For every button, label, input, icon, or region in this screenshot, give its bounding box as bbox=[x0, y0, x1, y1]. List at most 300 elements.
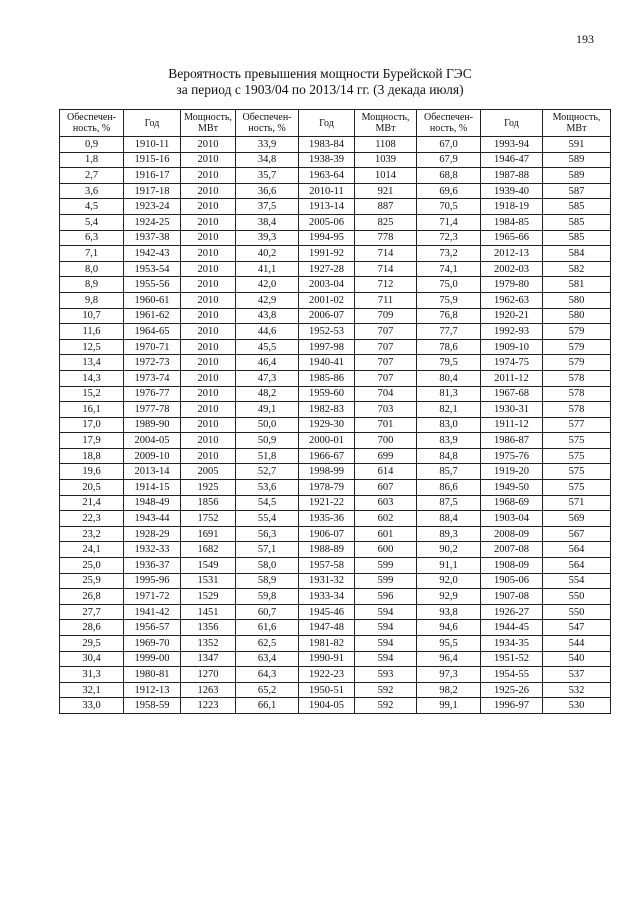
table-cell: 1905-06 bbox=[481, 573, 543, 589]
table-cell: 23,2 bbox=[60, 526, 124, 542]
table-row bbox=[60, 448, 611, 464]
table-cell: 17,0 bbox=[60, 417, 124, 433]
table-cell: 1953-54 bbox=[124, 261, 181, 277]
table-cell: 1943-44 bbox=[124, 511, 181, 527]
table-row bbox=[60, 199, 611, 215]
table-cell: 51,8 bbox=[236, 448, 299, 464]
table-cell: 98,2 bbox=[417, 682, 481, 698]
table-cell: 579 bbox=[543, 339, 611, 355]
table-cell: 1937-38 bbox=[124, 230, 181, 246]
table-cell: 585 bbox=[543, 214, 611, 230]
table-row bbox=[60, 636, 611, 652]
table-cell: 36,6 bbox=[236, 183, 299, 199]
table-cell: 532 bbox=[543, 682, 611, 698]
table-row bbox=[60, 433, 611, 449]
table-row bbox=[60, 558, 611, 574]
table-cell: 38,4 bbox=[236, 214, 299, 230]
table-cell: 550 bbox=[543, 604, 611, 620]
header-row bbox=[60, 110, 611, 137]
table-cell: 32,1 bbox=[60, 682, 124, 698]
table-cell: 2005 bbox=[181, 464, 236, 480]
table-cell: 95,5 bbox=[417, 636, 481, 652]
table-cell: 50,9 bbox=[236, 433, 299, 449]
table-cell: 1950-51 bbox=[299, 682, 355, 698]
table-cell: 1014 bbox=[355, 168, 417, 184]
table-cell: 547 bbox=[543, 620, 611, 636]
table-cell: 1926-27 bbox=[481, 604, 543, 620]
table-cell: 1930-31 bbox=[481, 402, 543, 418]
table-cell: 1981-82 bbox=[299, 636, 355, 652]
table-cell: 1956-57 bbox=[124, 620, 181, 636]
table-cell: 2010 bbox=[181, 152, 236, 168]
table-cell: 584 bbox=[543, 246, 611, 262]
table-cell: 2010 bbox=[181, 402, 236, 418]
table-cell: 1947-48 bbox=[299, 620, 355, 636]
table-cell: 1984-85 bbox=[481, 214, 543, 230]
table-cell: 2000-01 bbox=[299, 433, 355, 449]
table-cell: 1977-78 bbox=[124, 402, 181, 418]
table-cell: 1263 bbox=[181, 682, 236, 698]
table-cell: 1954-55 bbox=[481, 667, 543, 683]
table-cell: 564 bbox=[543, 558, 611, 574]
table-cell: 52,7 bbox=[236, 464, 299, 480]
table-cell: 1356 bbox=[181, 620, 236, 636]
table-cell: 1979-80 bbox=[481, 277, 543, 293]
column-header: Мощность, МВт bbox=[355, 110, 417, 137]
table-cell: 15,2 bbox=[60, 386, 124, 402]
table-row bbox=[60, 292, 611, 308]
table-cell: 2004-05 bbox=[124, 433, 181, 449]
table-cell: 4,5 bbox=[60, 199, 124, 215]
table-cell: 778 bbox=[355, 230, 417, 246]
table-cell: 600 bbox=[355, 542, 417, 558]
table-row bbox=[60, 324, 611, 340]
table-body bbox=[60, 137, 611, 714]
table-cell: 1964-65 bbox=[124, 324, 181, 340]
table-cell: 580 bbox=[543, 292, 611, 308]
table-cell: 594 bbox=[355, 651, 417, 667]
table-cell: 59,8 bbox=[236, 589, 299, 605]
table-cell: 1999-00 bbox=[124, 651, 181, 667]
table-cell: 1963-64 bbox=[299, 168, 355, 184]
table-row bbox=[60, 511, 611, 527]
table-cell: 1966-67 bbox=[299, 448, 355, 464]
table-cell: 571 bbox=[543, 495, 611, 511]
table-row bbox=[60, 667, 611, 683]
table-cell: 1912-13 bbox=[124, 682, 181, 698]
table-cell: 1932-33 bbox=[124, 542, 181, 558]
table-cell: 84,8 bbox=[417, 448, 481, 464]
table-row bbox=[60, 308, 611, 324]
table-cell: 1923-24 bbox=[124, 199, 181, 215]
table-cell: 585 bbox=[543, 230, 611, 246]
table-row bbox=[60, 386, 611, 402]
column-header: Год bbox=[299, 110, 355, 137]
table-cell: 60,7 bbox=[236, 604, 299, 620]
table-cell: 92,0 bbox=[417, 573, 481, 589]
table-cell: 1907-08 bbox=[481, 589, 543, 605]
table-row bbox=[60, 137, 611, 153]
table-cell: 2010 bbox=[181, 246, 236, 262]
table-cell: 31,3 bbox=[60, 667, 124, 683]
table-cell: 2011-12 bbox=[481, 370, 543, 386]
table-cell: 544 bbox=[543, 636, 611, 652]
table-cell: 6,3 bbox=[60, 230, 124, 246]
table-cell: 1925 bbox=[181, 480, 236, 496]
table-cell: 1976-77 bbox=[124, 386, 181, 402]
table-cell: 1938-39 bbox=[299, 152, 355, 168]
table-cell: 585 bbox=[543, 199, 611, 215]
table-cell: 2010 bbox=[181, 370, 236, 386]
table-cell: 599 bbox=[355, 573, 417, 589]
table-cell: 1223 bbox=[181, 698, 236, 714]
table-cell: 712 bbox=[355, 277, 417, 293]
table-cell: 83,0 bbox=[417, 417, 481, 433]
table-cell: 2009-10 bbox=[124, 448, 181, 464]
table-cell: 1682 bbox=[181, 542, 236, 558]
table-cell: 3,6 bbox=[60, 183, 124, 199]
table-cell: 587 bbox=[543, 183, 611, 199]
table-row bbox=[60, 651, 611, 667]
table-cell: 530 bbox=[543, 698, 611, 714]
table-cell: 1919-20 bbox=[481, 464, 543, 480]
table-cell: 1946-47 bbox=[481, 152, 543, 168]
table-cell: 1955-56 bbox=[124, 277, 181, 293]
table-cell: 29,5 bbox=[60, 636, 124, 652]
table-cell: 579 bbox=[543, 355, 611, 371]
table-cell: 1971-72 bbox=[124, 589, 181, 605]
table-cell: 581 bbox=[543, 277, 611, 293]
table-cell: 1925-26 bbox=[481, 682, 543, 698]
table-cell: 71,4 bbox=[417, 214, 481, 230]
table-cell: 45,5 bbox=[236, 339, 299, 355]
table-cell: 1957-58 bbox=[299, 558, 355, 574]
table-cell: 1347 bbox=[181, 651, 236, 667]
table-cell: 1928-29 bbox=[124, 526, 181, 542]
table-cell: 2010 bbox=[181, 230, 236, 246]
column-header: Год bbox=[124, 110, 181, 137]
table-row bbox=[60, 480, 611, 496]
column-header: Обеспечен-ность, % bbox=[60, 110, 124, 137]
table-row bbox=[60, 542, 611, 558]
table-cell: 1969-70 bbox=[124, 636, 181, 652]
table-cell: 707 bbox=[355, 355, 417, 371]
table-cell: 1951-52 bbox=[481, 651, 543, 667]
table-cell: 578 bbox=[543, 402, 611, 418]
table-cell: 27,7 bbox=[60, 604, 124, 620]
table-cell: 37,5 bbox=[236, 199, 299, 215]
table-cell: 607 bbox=[355, 480, 417, 496]
table-cell: 89,3 bbox=[417, 526, 481, 542]
table-cell: 16,1 bbox=[60, 402, 124, 418]
table-row bbox=[60, 417, 611, 433]
table-cell: 39,3 bbox=[236, 230, 299, 246]
table-cell: 82,1 bbox=[417, 402, 481, 418]
table-cell: 30,4 bbox=[60, 651, 124, 667]
table-cell: 1965-66 bbox=[481, 230, 543, 246]
table-cell: 582 bbox=[543, 261, 611, 277]
table-cell: 76,8 bbox=[417, 308, 481, 324]
table-cell: 2013-14 bbox=[124, 464, 181, 480]
table-cell: 57,1 bbox=[236, 542, 299, 558]
table-cell: 596 bbox=[355, 589, 417, 605]
table-cell: 46,4 bbox=[236, 355, 299, 371]
table-cell: 1959-60 bbox=[299, 386, 355, 402]
table-cell: 1924-25 bbox=[124, 214, 181, 230]
table-cell: 554 bbox=[543, 573, 611, 589]
table-cell: 1549 bbox=[181, 558, 236, 574]
table-cell: 9,8 bbox=[60, 292, 124, 308]
table-cell: 825 bbox=[355, 214, 417, 230]
table-cell: 75,9 bbox=[417, 292, 481, 308]
table-cell: 1,8 bbox=[60, 152, 124, 168]
table-row bbox=[60, 698, 611, 714]
table-cell: 67,9 bbox=[417, 152, 481, 168]
table-cell: 2012-13 bbox=[481, 246, 543, 262]
table-cell: 1962-63 bbox=[481, 292, 543, 308]
table-cell: 921 bbox=[355, 183, 417, 199]
table-cell: 714 bbox=[355, 261, 417, 277]
table-cell: 88,4 bbox=[417, 511, 481, 527]
table-cell: 1985-86 bbox=[299, 370, 355, 386]
table-cell: 591 bbox=[543, 137, 611, 153]
table-cell: 592 bbox=[355, 698, 417, 714]
table-row bbox=[60, 682, 611, 698]
table-cell: 614 bbox=[355, 464, 417, 480]
table-cell: 2005-06 bbox=[299, 214, 355, 230]
table-cell: 569 bbox=[543, 511, 611, 527]
table-cell: 1940-41 bbox=[299, 355, 355, 371]
table-cell: 0,9 bbox=[60, 137, 124, 153]
table-cell: 1921-22 bbox=[299, 495, 355, 511]
table-cell: 1952-53 bbox=[299, 324, 355, 340]
table-cell: 1856 bbox=[181, 495, 236, 511]
table-cell: 1974-75 bbox=[481, 355, 543, 371]
table-cell: 24,1 bbox=[60, 542, 124, 558]
table-cell: 1920-21 bbox=[481, 308, 543, 324]
table-cell: 578 bbox=[543, 386, 611, 402]
table-cell: 1270 bbox=[181, 667, 236, 683]
table-cell: 1993-94 bbox=[481, 137, 543, 153]
table-cell: 34,8 bbox=[236, 152, 299, 168]
table-cell: 594 bbox=[355, 604, 417, 620]
table-cell: 75,0 bbox=[417, 277, 481, 293]
table-cell: 593 bbox=[355, 667, 417, 683]
table-cell: 1531 bbox=[181, 573, 236, 589]
table-cell: 577 bbox=[543, 417, 611, 433]
table-row bbox=[60, 589, 611, 605]
table-cell: 699 bbox=[355, 448, 417, 464]
table-cell: 53,6 bbox=[236, 480, 299, 496]
table-row bbox=[60, 573, 611, 589]
table-cell: 1108 bbox=[355, 137, 417, 153]
table-cell: 79,5 bbox=[417, 355, 481, 371]
table-cell: 25,9 bbox=[60, 573, 124, 589]
table-cell: 1958-59 bbox=[124, 698, 181, 714]
table-cell: 1910-11 bbox=[124, 137, 181, 153]
table-cell: 28,6 bbox=[60, 620, 124, 636]
table-cell: 1916-17 bbox=[124, 168, 181, 184]
table-cell: 1949-50 bbox=[481, 480, 543, 496]
table-row bbox=[60, 277, 611, 293]
table-cell: 41,1 bbox=[236, 261, 299, 277]
table-cell: 40,2 bbox=[236, 246, 299, 262]
table-row bbox=[60, 183, 611, 199]
table-cell: 68,8 bbox=[417, 168, 481, 184]
table-cell: 2010 bbox=[181, 168, 236, 184]
table-cell: 1752 bbox=[181, 511, 236, 527]
table-cell: 707 bbox=[355, 339, 417, 355]
table-cell: 2006-07 bbox=[299, 308, 355, 324]
table-cell: 2003-04 bbox=[299, 277, 355, 293]
table-cell: 2008-09 bbox=[481, 526, 543, 542]
table-cell: 2010 bbox=[181, 261, 236, 277]
table-cell: 1973-74 bbox=[124, 370, 181, 386]
table-cell: 74,1 bbox=[417, 261, 481, 277]
table-cell: 93,8 bbox=[417, 604, 481, 620]
table-cell: 73,2 bbox=[417, 246, 481, 262]
table-cell: 14,3 bbox=[60, 370, 124, 386]
table-cell: 1039 bbox=[355, 152, 417, 168]
table-row bbox=[60, 604, 611, 620]
table-cell: 12,5 bbox=[60, 339, 124, 355]
table-cell: 2001-02 bbox=[299, 292, 355, 308]
table-cell: 1995-96 bbox=[124, 573, 181, 589]
table-cell: 1529 bbox=[181, 589, 236, 605]
table-cell: 1998-99 bbox=[299, 464, 355, 480]
table-cell: 1968-69 bbox=[481, 495, 543, 511]
table-cell: 54,5 bbox=[236, 495, 299, 511]
table-cell: 19,6 bbox=[60, 464, 124, 480]
table-cell: 1970-71 bbox=[124, 339, 181, 355]
table-cell: 1935-36 bbox=[299, 511, 355, 527]
table-cell: 1989-90 bbox=[124, 417, 181, 433]
table-cell: 2010 bbox=[181, 183, 236, 199]
table-cell: 1915-16 bbox=[124, 152, 181, 168]
table-cell: 550 bbox=[543, 589, 611, 605]
page-number: 193 bbox=[576, 32, 594, 46]
title-line-2: за период с 1903/04 по 2013/14 гг. (3 декада июля) bbox=[176, 82, 464, 97]
table-cell: 2010 bbox=[181, 433, 236, 449]
table-cell: 709 bbox=[355, 308, 417, 324]
table-cell: 575 bbox=[543, 480, 611, 496]
table-row bbox=[60, 152, 611, 168]
column-header: Мощность, МВт bbox=[181, 110, 236, 137]
table-cell: 63,4 bbox=[236, 651, 299, 667]
table-cell: 21,4 bbox=[60, 495, 124, 511]
table-cell: 567 bbox=[543, 526, 611, 542]
table-cell: 86,6 bbox=[417, 480, 481, 496]
table-cell: 1988-89 bbox=[299, 542, 355, 558]
column-header: Год bbox=[481, 110, 543, 137]
table-cell: 707 bbox=[355, 370, 417, 386]
table-cell: 77,7 bbox=[417, 324, 481, 340]
table-cell: 20,5 bbox=[60, 480, 124, 496]
table-cell: 2010 bbox=[181, 355, 236, 371]
table-row bbox=[60, 402, 611, 418]
table-cell: 17,9 bbox=[60, 433, 124, 449]
table-cell: 537 bbox=[543, 667, 611, 683]
table-cell: 599 bbox=[355, 558, 417, 574]
table-cell: 18,8 bbox=[60, 448, 124, 464]
table-cell: 81,3 bbox=[417, 386, 481, 402]
table-cell: 579 bbox=[543, 324, 611, 340]
table-cell: 1948-49 bbox=[124, 495, 181, 511]
table-cell: 2010 bbox=[181, 137, 236, 153]
table-cell: 575 bbox=[543, 464, 611, 480]
table-cell: 44,6 bbox=[236, 324, 299, 340]
table-cell: 1986-87 bbox=[481, 433, 543, 449]
table-cell: 11,6 bbox=[60, 324, 124, 340]
table-cell: 1939-40 bbox=[481, 183, 543, 199]
table-cell: 703 bbox=[355, 402, 417, 418]
table-cell: 99,1 bbox=[417, 698, 481, 714]
table-cell: 66,1 bbox=[236, 698, 299, 714]
table-cell: 22,3 bbox=[60, 511, 124, 527]
table-cell: 13,4 bbox=[60, 355, 124, 371]
table-cell: 94,6 bbox=[417, 620, 481, 636]
table-cell: 2,7 bbox=[60, 168, 124, 184]
table-cell: 42,9 bbox=[236, 292, 299, 308]
table-cell: 2010 bbox=[181, 308, 236, 324]
table-cell: 33,0 bbox=[60, 698, 124, 714]
table-cell: 83,9 bbox=[417, 433, 481, 449]
table-cell: 10,7 bbox=[60, 308, 124, 324]
table-cell: 2010 bbox=[181, 386, 236, 402]
table-cell: 1972-73 bbox=[124, 355, 181, 371]
table-cell: 48,2 bbox=[236, 386, 299, 402]
table-cell: 575 bbox=[543, 433, 611, 449]
table-cell: 711 bbox=[355, 292, 417, 308]
table-cell: 35,7 bbox=[236, 168, 299, 184]
table-cell: 91,1 bbox=[417, 558, 481, 574]
table-cell: 1904-05 bbox=[299, 698, 355, 714]
table-row bbox=[60, 620, 611, 636]
table-cell: 1945-46 bbox=[299, 604, 355, 620]
table-cell: 1980-81 bbox=[124, 667, 181, 683]
table-cell: 540 bbox=[543, 651, 611, 667]
table-cell: 1987-88 bbox=[481, 168, 543, 184]
table-cell: 714 bbox=[355, 246, 417, 262]
table-cell: 2010 bbox=[181, 214, 236, 230]
table-row bbox=[60, 261, 611, 277]
table-cell: 43,8 bbox=[236, 308, 299, 324]
table-cell: 1903-04 bbox=[481, 511, 543, 527]
table-cell: 2010 bbox=[181, 292, 236, 308]
table-cell: 704 bbox=[355, 386, 417, 402]
table-cell: 1978-79 bbox=[299, 480, 355, 496]
table-row bbox=[60, 355, 611, 371]
table-cell: 1975-76 bbox=[481, 448, 543, 464]
table-cell: 1908-09 bbox=[481, 558, 543, 574]
table-cell: 64,3 bbox=[236, 667, 299, 683]
table-cell: 1913-14 bbox=[299, 199, 355, 215]
table-cell: 49,1 bbox=[236, 402, 299, 418]
table-cell: 78,6 bbox=[417, 339, 481, 355]
table-cell: 1918-19 bbox=[481, 199, 543, 215]
table-cell: 1914-15 bbox=[124, 480, 181, 496]
table-cell: 564 bbox=[543, 542, 611, 558]
table-cell: 5,4 bbox=[60, 214, 124, 230]
table-cell: 85,7 bbox=[417, 464, 481, 480]
table-row bbox=[60, 526, 611, 542]
column-header: Обеспечен-ность, % bbox=[236, 110, 299, 137]
table-cell: 1931-32 bbox=[299, 573, 355, 589]
table-cell: 7,1 bbox=[60, 246, 124, 262]
table-cell: 1944-45 bbox=[481, 620, 543, 636]
table-cell: 602 bbox=[355, 511, 417, 527]
table-cell: 601 bbox=[355, 526, 417, 542]
